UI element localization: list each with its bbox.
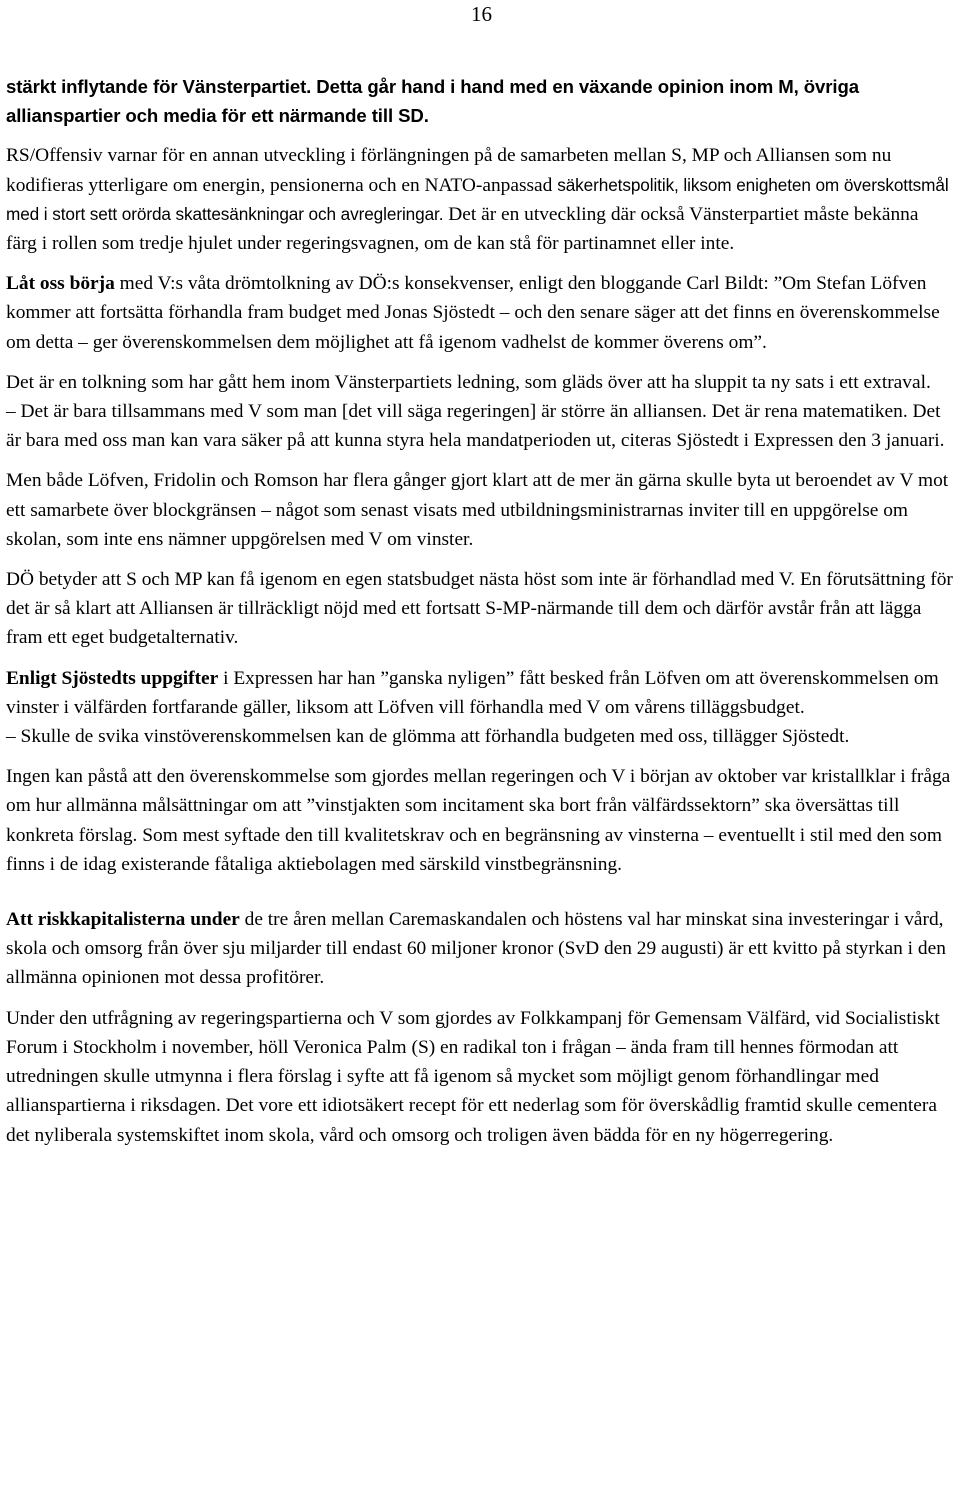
page-number: 16 (471, 2, 492, 26)
paragraph-lofven-fridolin-romson: Men både Löfven, Fridolin och Romson har flera gånger gjort klart att de mer än gärna skulle byta ut beroendet av V mot ett samarbete över blockgränsen – något som senast visats med utbildningsministrarnas inviter till en uppgörelse om skolan, som inte ens nämner uppgörelsen med V om vinster. (6, 470, 949, 550)
paragraph-sjostedts-text: i Expressen har han ”ganska nyligen” fått besked från Löfven om att överenskommelsen om vinster i välfärden fortfarande gäller, liksom att Löfven vill förhandla med V om vårens tilläggsbudget. (6, 667, 939, 718)
paragraph-lead-att-riskkapitalisterna: Att riskkapitalisterna under (6, 909, 240, 931)
paragraph-tolkning: Det är en tolkning som har gått hem inom Vänsterpartiets ledning, som gläds över att ha sluppit ta ny sats i ett extraval. (6, 371, 931, 393)
paragraph-skulle-de-svika: – Skulle de svika vinstöverenskommelsen kan de glömma att förhandla budgeten med oss, tillägger Sjöstedt. (6, 726, 850, 748)
paragraph-bildt-quote (6, 269, 954, 357)
paragraph-sjostedts-uppgifter (6, 664, 954, 722)
paragraph-riskkapitalisterna-text: de tre åren mellan Caremaskandalen och höstens val har minskat sina investeringar i vård, skola och omsorg från över sju miljarder till endast 60 miljoner kronor (SvD den 29 augusti) är ett kvitto på styrkan i den allmänna opinionen mot dessa profitörer. (6, 909, 946, 989)
paragraph-rs-offensiv (6, 141, 954, 258)
document-body (6, 72, 954, 1150)
paragraph-lead-lat-oss-borja: Låt oss börja (6, 273, 115, 295)
paragraph-intro: stärkt inflytande för Vänsterpartiet. Detta går hand i hand med en växande opinion inom M, övriga allianspartier och media för ett närmande till SD. (6, 76, 859, 127)
paragraph-ingen-kan-pasta: Ingen kan påstå att den överenskommelse som gjordes mellan regeringen och V i början av oktober var kristallklar i fråga om hur allmänna målsättningar om att ”vinstjakten som incitament ska bort från välfärdssektorn” ska översättas till konkreta förslag. Som mest syftade den till kvalitetskrav och en begränsning av vinsterna – eventuellt i stil med den som finns i de idag existerande fåtaliga aktiebolagen med särskild vinstbegränsning. (6, 766, 951, 875)
paragraph-do-betyder: DÖ betyder att S och MP kan få igenom en egen statsbudget nästa höst som inte är förhandlad med V. En förutsättning för det är så klart att Alliansen är tillräckligt nöjd med ett fortsatt S-MP-närmande till dem och därför avstår från att lägga fram ett eget budgetalternativ. (6, 569, 953, 649)
paragraph-riskkapitalisterna (6, 905, 954, 993)
paragraph-rs-offensiv-sans: säkerhetspolitik, liksom enigheten om överskottsmål med i stort sett orörda skattesänkningar och avregleringar. (6, 174, 949, 224)
paragraph-lead-enligt-sjostedts: Enligt Sjöstedts uppgifter (6, 667, 219, 689)
paragraph-rs-offensiv-serif: RS/Offensiv varnar för en annan utveckling i förlängningen på de samarbeten mellan S, MP och Alliansen som nu kodifieras ytterligare om energin, pensionerna och en NATO-anpassad (6, 145, 892, 196)
paragraph-bildt-text: med V:s våta drömtolkning av DÖ:s konsekvenser, enligt den bloggande Carl Bildt: ”Om Stefan Löfven kommer att fortsätta förhandla fram budget med Jonas Sjöstedt – och den senare säger att det finns en överenskommelse om detta – ger överenskommelsen dem möjlighet att få igenom vadhelst de kommer överens om”. (6, 273, 940, 353)
paragraph-sjostedt-quote: – Det är bara tillsammans med V som man [det vill säga regeringen] är större än alliansen. Det är rena matematiken. Det är bara med oss man kan vara säker på att kunna styra hela mandatperioden ut, citeras Sjöstedt i Expressen den 3 januari. (6, 401, 945, 452)
paragraph-rs-offensiv-tail: Det är en utveckling där också Vänsterpartiet måste bekänna färg i rollen som tredje hjulet under regeringsvagnen, om de kan stå för partinamnet eller inte. (6, 203, 919, 255)
paragraph-utfragning: Under den utfrågning av regeringspartierna och V som gjordes av Folkkampanj för Gemensam Välfärd, vid Socialistiskt Forum i Stockholm i november, höll Veronica Palm (S) en radikal ton i frågan – ända fram till hennes förmodan att utredningen skulle utmynna i flera förslag i syfte att få igenom så mycket som möjligt genom förhandlingar med allianspartierna i riksdagen. Det vore ett idiotsäkert recept för ett nederlag som för överskådlig framtid skulle cementera det nyliberala systemskiftet inom skola, vård och omsorg och troligen även bädda för en ny högerregering. (6, 1007, 940, 1146)
